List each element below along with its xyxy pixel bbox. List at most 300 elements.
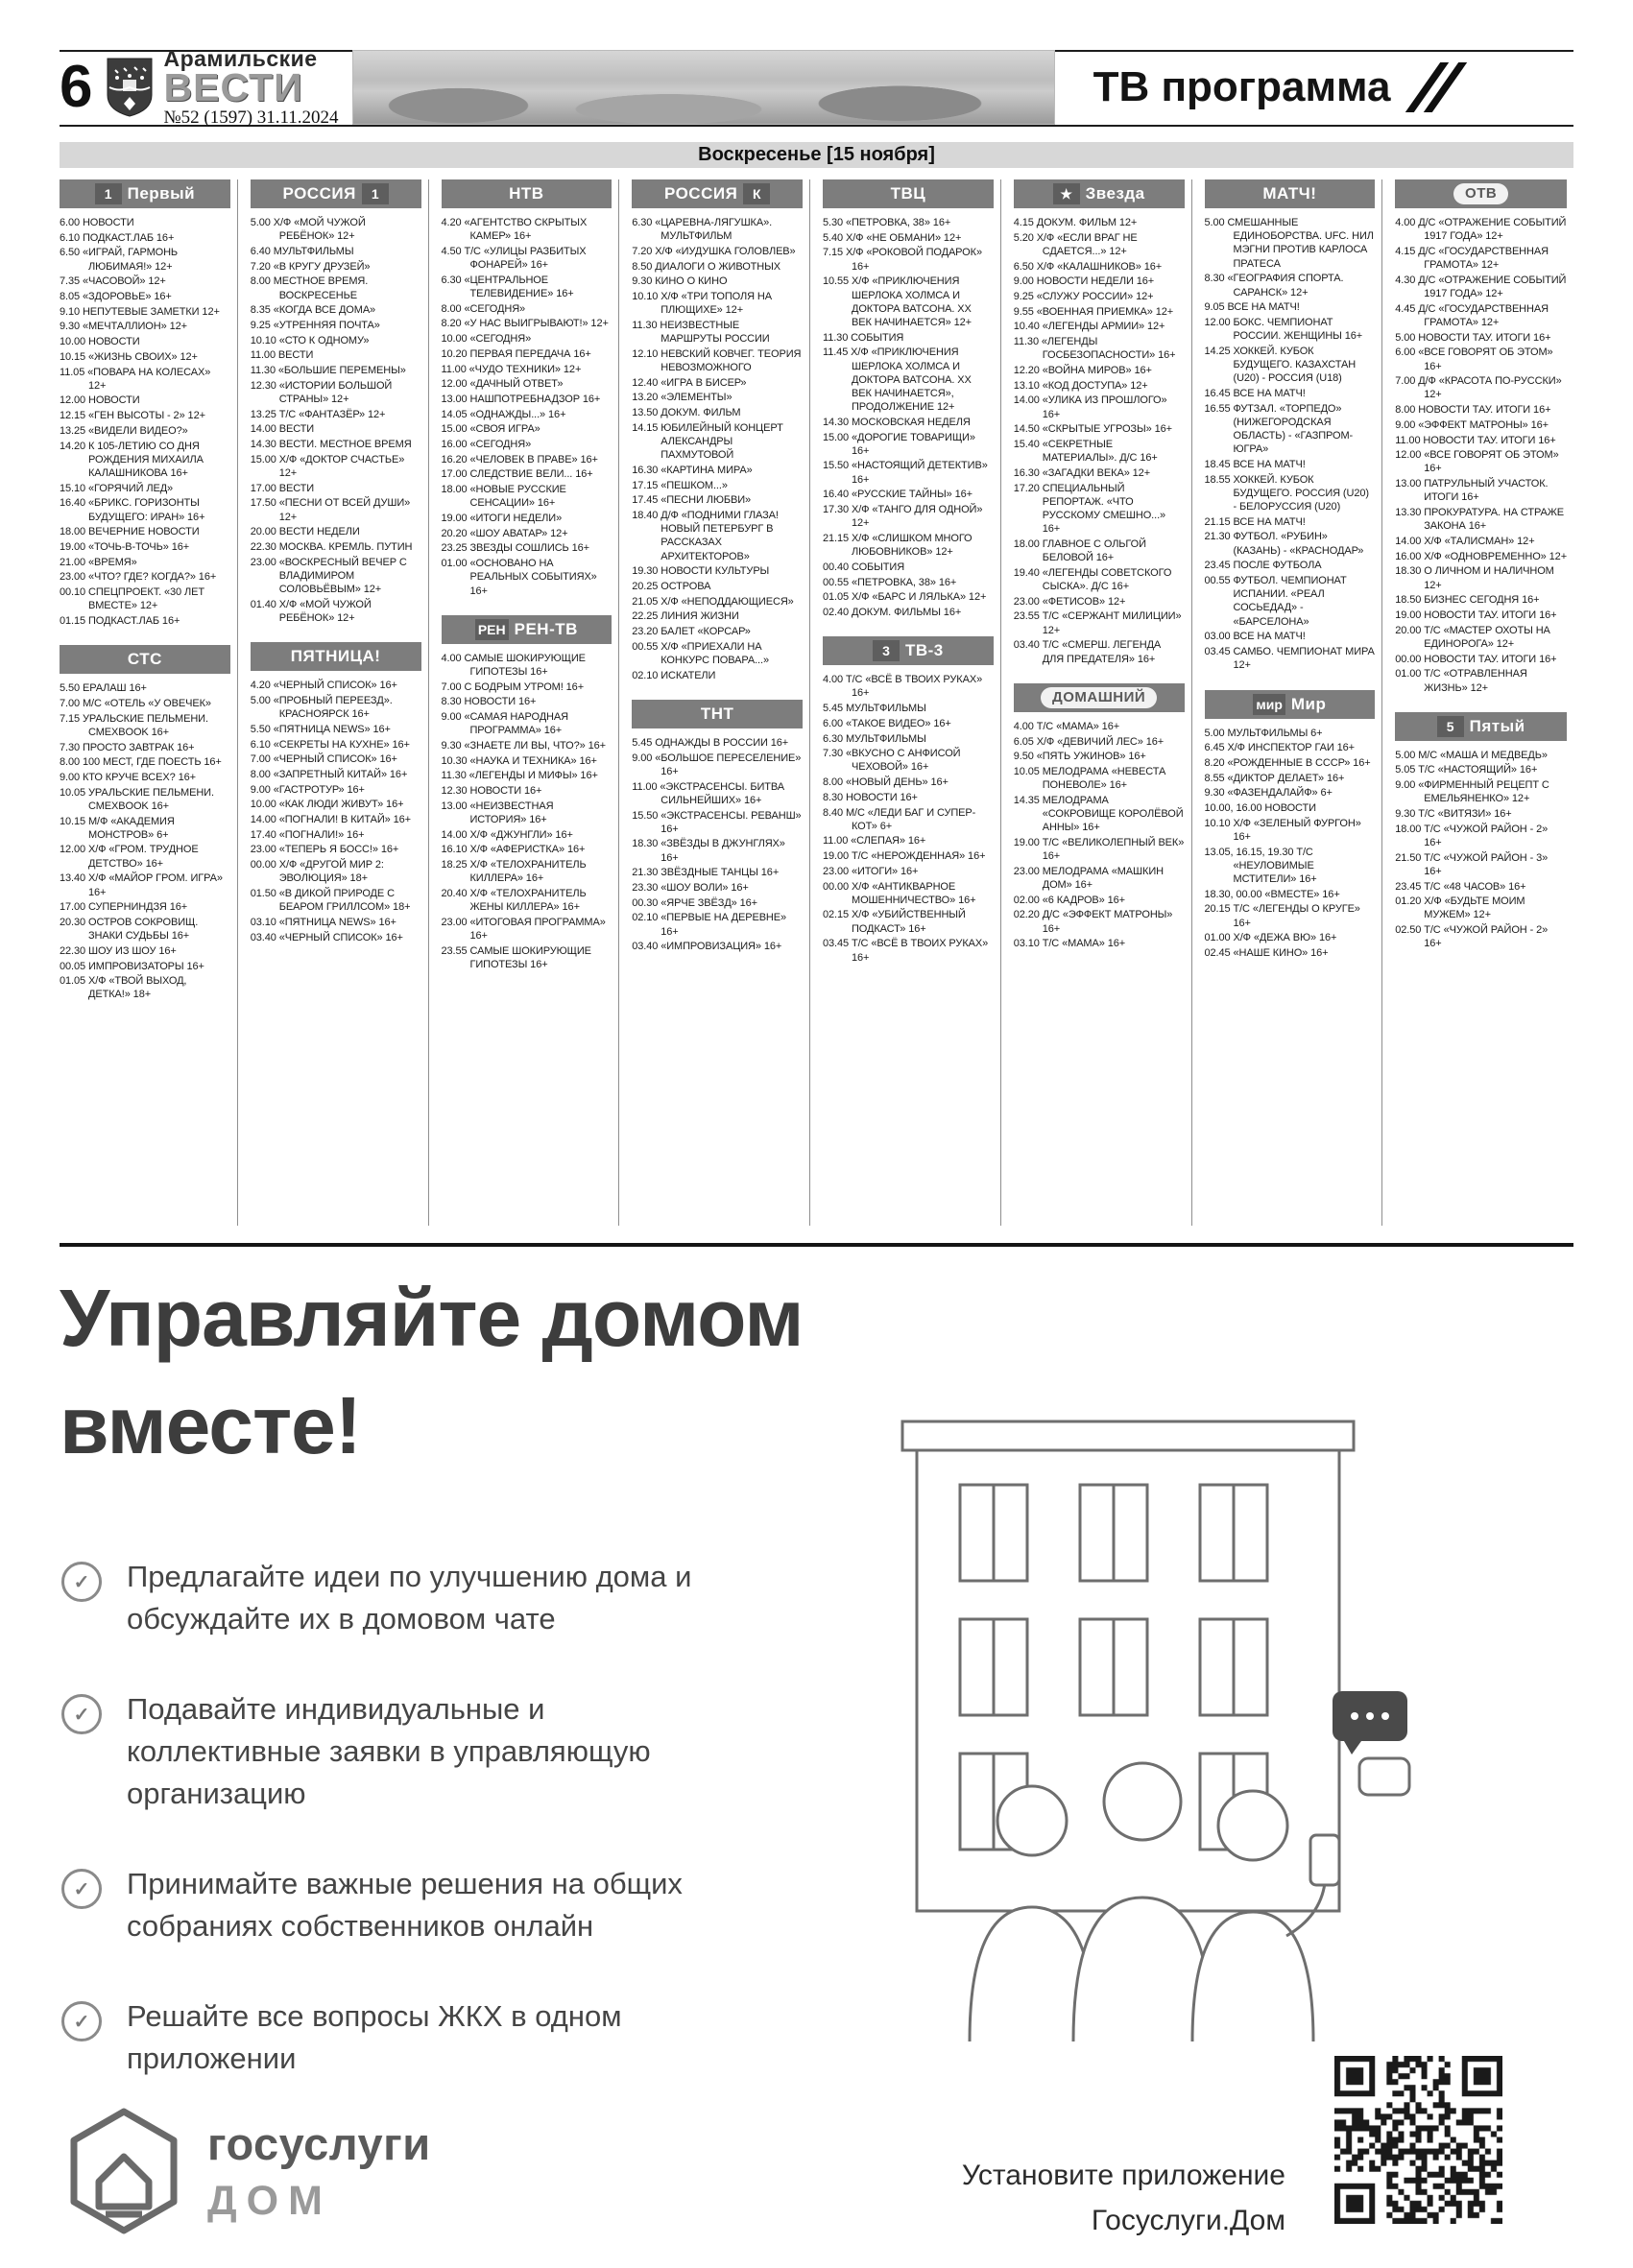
program-list: [823, 216, 994, 619]
program-item: 21.15 Х/Ф «СЛИШКОМ МНОГО ЛЮБОВНИКОВ» 12+: [823, 532, 973, 559]
program-item: 4.15 ДОКУМ. ФИЛЬМ 12+: [1013, 217, 1138, 228]
program-item: 6.00 «ТАКОЕ ВИДЕО» 16+: [823, 717, 951, 729]
program-item: 14.00 Х/Ф «ТАЛИСМАН» 12+: [1395, 535, 1535, 547]
program-item: 16.30 «КАРТИНА МИРА»: [632, 464, 753, 476]
program-item: 12.00 «ДАЧНЫЙ ОТВЕТ»: [441, 378, 564, 391]
program-list: [1205, 216, 1376, 673]
program-item: 5.30 «ПЕТРОВКА, 38» 16+: [823, 217, 951, 228]
program-item: 6.00 «ВСЕ ГОВОРЯТ ОБ ЭТОМ» 16+: [1395, 346, 1553, 372]
program-item: 14.00 «ПОГНАЛИ! В КИТАЙ» 16+: [250, 814, 411, 826]
channel-header-pyatnitsa: [251, 642, 421, 671]
gosuslugi-dom-logo: [65, 2107, 431, 2235]
program-item: 11.00 ВЕСТИ: [250, 349, 314, 362]
program-item: 03.45 Т/С «ВСЁ В ТВОИХ РУКАХ» 16+: [823, 938, 989, 964]
ad-bullet: [61, 1556, 724, 1640]
program-item: 15.10 «ГОРЯЧИЙ ЛЕД»: [60, 482, 174, 494]
program-item: 18.55 ХОККЕЙ. КУБОК БУДУЩЕГО. РОССИЯ (U20) - БЕЛОРУССИЯ (U20): [1204, 473, 1369, 513]
program-item: 5.00 «ПРОБНЫЙ ПЕРЕЕЗД». КРАСНОЯРСК 16+: [250, 694, 393, 721]
program-item: 5.00 СМЕШАННЫЕ ЕДИНОБОРСТВА. UFC. НИЛ МЭГНИ ПРОТИВ КАРЛОСА ПРАТЕСА: [1204, 217, 1374, 270]
program-item: 11.00 «ЧУДО ТЕХНИКИ» 12+: [441, 363, 582, 375]
channel-block-rossiya-1: [251, 179, 421, 625]
channel-name: Пятый: [1469, 716, 1525, 735]
program-item: 00.00 НОВОСТИ ТАУ. ИТОГИ 16+: [1395, 653, 1557, 665]
program-item: 17.00 СУПЕРНИНДЗЯ 16+: [60, 901, 188, 914]
tv-3-logo-icon: 3: [873, 640, 900, 661]
program-item: 8.00 МЕСТНОЕ ВРЕМЯ. ВОСКРЕСЕНЬЕ: [250, 275, 369, 301]
program-item: 11.00 «СЛЕПАЯ» 16+: [823, 835, 926, 848]
program-item: 03.40 Т/С «СМЕРШ. ЛЕГЕНДА ДЛЯ ПРЕДАТЕЛЯ» 16+: [1013, 639, 1162, 665]
program-item: 21.30 ФУТБОЛ. «РУБИН» (КАЗАНЬ) - «КРАСНОДАР»: [1204, 531, 1364, 557]
program-item: 9.10 НЕПУТЕВЫЕ ЗАМЕТКИ 12+: [60, 305, 220, 318]
program-item: 8.00 100 МЕСТ, ГДЕ ПОЕСТЬ 16+: [60, 756, 222, 769]
program-item: 10.20 ПЕРВАЯ ПЕРЕДАЧА 16+: [441, 347, 591, 360]
program-list: [60, 681, 230, 1001]
channel-header-pervyi: [60, 179, 230, 208]
program-item: 4.00 Т/С «ВСЁ В ТВОИХ РУКАХ» 16+: [823, 674, 983, 700]
program-item: 5.45 МУЛЬТФИЛЬМЫ: [823, 703, 926, 715]
program-item: 21.15 ВСЕ НА МАТЧ!: [1204, 515, 1306, 528]
channel-header-match: [1205, 179, 1376, 208]
program-item: 19.40 «ЛЕГЕНДЫ СОВЕТСКОГО СЫСКА». Д/С 16+: [1013, 566, 1172, 593]
program-item: 6.10 ПОДКАСТ.ЛАБ 16+: [60, 231, 175, 244]
gosuslugi-logo-text: [207, 2117, 431, 2225]
program-item: 10.00 «СЕГОДНЯ»: [441, 333, 532, 346]
program-item: 8.40 М/С «ЛЕДИ БАГ И СУПЕР-КОТ» 6+: [823, 806, 976, 832]
program-item: 12.00 БОКС. ЧЕМПИОНАТ РОССИИ. ЖЕНЩИНЫ 16+: [1204, 316, 1363, 343]
program-item: 10.05 УРАЛЬСКИЕ ПЕЛЬМЕНИ. СМЕХBOOK 16+: [60, 786, 214, 812]
program-item: 17.00 СЛЕДСТВИЕ ВЕЛИ... 16+: [441, 468, 593, 481]
program-item: 11.00 НОВОСТИ ТАУ. ИТОГИ 16+: [1395, 434, 1556, 446]
program-item: 21.30 ЗВЁЗДНЫЕ ТАНЦЫ 16+: [632, 867, 780, 879]
program-item: 11.30 «БОЛЬШИЕ ПЕРЕМЕНЫ»: [250, 365, 406, 377]
house-icon: [65, 2107, 182, 2235]
program-item: 9.30 «ФАЗЕНДАЛАЙФ» 6+: [1204, 787, 1333, 800]
program-item: 20.30 ОСТРОВ СОКРОВИЩ. ЗНАКИ СУДЬБЫ 16+: [60, 916, 199, 943]
program-item: 23.00 «ТЕПЕРЬ Я БОСС!» 16+: [250, 844, 399, 856]
program-list: [823, 673, 994, 965]
channel-block-tv-3: [823, 636, 994, 965]
program-item: 02.10 ИСКАТЕЛИ: [632, 669, 716, 681]
channel-header-ntv: [442, 179, 612, 208]
program-item: 14.20 К 105-ЛЕТИЮ СО ДНЯ РОЖДЕНИЯ МИХАИЛА КАЛАШНИКОВА 16+: [60, 440, 204, 479]
double-slash-icon: [1423, 62, 1450, 112]
program-item: 00.55 ФУТБОЛ. ЧЕМПИОНАТ ИСПАНИИ. «РЕАЛ СОСЬЕДАД» - «БАРСЕЛОНА»: [1204, 575, 1347, 628]
program-item: 03.40 «ИМПРОВИЗАЦИЯ» 16+: [632, 941, 782, 953]
program-item: 15.00 «ДОРОГИЕ ТОВАРИЩИ» 16+: [823, 431, 975, 457]
channel-block-ren-tv: [442, 615, 612, 971]
program-item: 13.25 «ВИДЕЛИ ВИДЕО?»: [60, 424, 188, 437]
masthead: [60, 46, 1573, 128]
program-item: 22.30 МОСКВА. КРЕМЛЬ. ПУТИН: [250, 540, 413, 553]
program-item: 14.25 ХОККЕЙ. КУБОК БУДУЩЕГО. КАЗАХСТАН (U20) - РОССИЯ (U18): [1204, 345, 1357, 385]
program-item: 9.30 «ЗНАЕТЕ ЛИ ВЫ, ЧТО?» 16+: [441, 740, 606, 752]
tv-grid: [60, 179, 1573, 1226]
program-item: 13.00 «НЕИЗВЕСТНАЯ ИСТОРИЯ» 16+: [441, 800, 554, 826]
program-item: 16.45 ВСЕ НА МАТЧ!: [1204, 387, 1306, 399]
channel-block-ntv: [442, 179, 612, 598]
program-item: 5.50 ЕРАЛАШ 16+: [60, 682, 147, 695]
program-item: 9.00 НОВОСТИ НЕДЕЛИ 16+: [1013, 275, 1155, 288]
channel-block-zvezda: [1014, 179, 1185, 666]
channel-block-otv: [1395, 179, 1567, 695]
program-item: 00.05 ИМПРОВИЗАТОРЫ 16+: [60, 960, 204, 972]
program-item: 4.00 Д/С «ОТРАЖЕНИЕ СОБЫТИЙ 1917 ГОДА» 12+: [1395, 217, 1567, 243]
program-list: [1205, 727, 1376, 961]
channel-name: Мир: [1290, 694, 1327, 713]
header-photo: [352, 50, 1055, 125]
program-item: 15.40 «СЕКРЕТНЫЕ МАТЕРИАЛЫ». Д/С 16+: [1013, 439, 1158, 465]
program-item: 23.45 Т/С «48 ЧАСОВ» 16+: [1395, 880, 1526, 893]
program-item: 11.30 «ЛЕГЕНДЫ ГОСБЕЗОПАСНОСТИ» 16+: [1013, 336, 1176, 362]
program-item: 9.30 КИНО О КИНО: [632, 275, 728, 288]
tv-column: [1395, 179, 1573, 1226]
program-item: 03.45 САМБО. ЧЕМПИОНАТ МИРА 12+: [1204, 646, 1375, 672]
program-item: 4.00 Т/С «МАМА» 16+: [1013, 720, 1120, 732]
brand-name-top: Арамильские: [163, 46, 318, 72]
program-item: 23.00 МЕЛОДРАМА «МАШКИН ДОМ» 16+: [1013, 865, 1164, 892]
program-item: 5.40 Х/Ф «НЕ ОБМАНИ» 12+: [823, 231, 962, 244]
page-number: 6: [60, 54, 93, 120]
program-item: 17.20 СПЕЦИАЛЬНЫЙ РЕПОРТАЖ. «ЧТО РУССКОМУ СМЕШНО...» 16+: [1013, 482, 1166, 536]
channel-name: ДОМАШНИЙ: [1041, 687, 1157, 708]
program-list: [442, 216, 612, 598]
program-item: 18.30 О ЛИЧНОМ И НАЛИЧНОМ 12+: [1395, 565, 1554, 591]
program-item: 6.45 Х/Ф ИНСПЕКТОР ГАИ 16+: [1204, 742, 1355, 754]
program-item: 5.00 МУЛЬТФИЛЬМЫ 6+: [1204, 727, 1323, 739]
channel-block-pyatyi: [1395, 712, 1567, 951]
program-list: [251, 216, 421, 625]
program-item: 03.10 Т/С «МАМА» 16+: [1013, 938, 1126, 950]
qr-code: [1334, 2056, 1502, 2224]
program-item: 4.20 «ЧЕРНЫЙ СПИСОК» 16+: [250, 680, 397, 692]
program-item: 9.00 «БОЛЬШОЕ ПЕРЕСЕЛЕНИЕ» 16+: [632, 752, 802, 777]
ad-bullet-text: Решайте все вопросы ЖКХ в одном приложении: [127, 1999, 622, 2076]
dom-text: ДОМ: [207, 2178, 332, 2224]
program-list: [1395, 216, 1567, 695]
program-item: 14.50 «СКРЫТЫЕ УГРОЗЫ» 16+: [1013, 423, 1172, 436]
channel-name: ПЯТНИЦА!: [290, 647, 381, 666]
program-item: 6.05 Х/Ф «ДЕВИЧИЙ ЛЕС» 16+: [1013, 735, 1165, 748]
channel-name: ТВЦ: [890, 184, 926, 203]
program-item: 13.40 Х/Ф «МАЙОР ГРОМ. ИГРА» 16+: [60, 872, 223, 898]
program-item: 4.00 САМЫЕ ШОКИРУЮЩИЕ ГИПОТЕЗЫ 16+: [441, 652, 586, 678]
program-item: 14.35 МЕЛОДРАМА «СОКРОВИЩЕ КОРОЛЁВОЙ АННЫ» 16+: [1013, 794, 1184, 834]
program-item: 19.30 НОВОСТИ КУЛЬТУРЫ: [632, 565, 770, 578]
rossiya-1-logo-icon: 1: [362, 183, 389, 204]
program-item: 17.15 «ПЕШКОМ...»: [632, 479, 728, 491]
channel-name: ТВ-3: [904, 641, 944, 660]
ad-bullet-text: Принимайте важные решения на общих собраниях собственников онлайн: [127, 1867, 683, 1944]
program-item: 12.00 «ВСЕ ГОВОРЯТ ОБ ЭТОМ» 16+: [1395, 449, 1559, 475]
program-item: 9.00 «ФИРМЕННЫЙ РЕЦЕПТ С ЕМЕЛЬЯНЕНКО» 12+: [1395, 779, 1549, 805]
program-item: 00.00 Х/Ф «ДРУГОЙ МИР 2: ЭВОЛЮЦИЯ» 18+: [250, 859, 384, 885]
program-item: 12.20 «ВОЙНА МИРОВ» 16+: [1013, 365, 1152, 377]
program-item: 7.30 «ВКУСНО С АНФИСОЙ ЧЕХОВОЙ» 16+: [823, 748, 961, 774]
program-item: 19.00 НОВОСТИ ТАУ. ИТОГИ 16+: [1395, 609, 1557, 621]
channel-header-domashniy: [1014, 683, 1185, 712]
program-item: 8.00 НОВОСТИ ТАУ. ИТОГИ 16+: [1395, 404, 1551, 417]
channel-name: Первый: [127, 184, 196, 203]
program-item: 4.20 «АГЕНТСТВО СКРЫТЫХ КАМЕР» 16+: [441, 217, 588, 243]
program-item: 13.20 «ЭЛЕМЕНТЫ»: [632, 392, 732, 404]
check-circle-icon: ✓: [61, 1562, 102, 1602]
program-item: 6.10 «СЕКРЕТЫ НА КУХНЕ» 16+: [250, 738, 410, 751]
program-item: 18.00 ВЕЧЕРНИЕ НОВОСТИ: [60, 526, 200, 538]
program-item: 18.00 ГЛАВНОЕ С ОЛЬГОЙ БЕЛОВОЙ 16+: [1013, 537, 1146, 564]
install-line1: Установите приложение: [961, 2160, 1285, 2191]
program-item: 23.00 «ВОСКРЕСНЫЙ ВЕЧЕР С ВЛАДИМИРОМ СОЛОВЬЁВЫМ» 12+: [250, 556, 407, 596]
tv-column: [632, 179, 810, 1226]
channel-name: МАТЧ!: [1262, 184, 1317, 203]
program-item: 6.30 «ЦЕНТРАЛЬНОЕ ТЕЛЕВИДЕНИЕ» 16+: [441, 274, 574, 300]
brand-name-bottom: ВЕСТИ: [163, 65, 303, 110]
program-item: 10.30 «НАУКА И ТЕХНИКА» 16+: [441, 754, 597, 767]
program-item: 01.40 Х/Ф «МОЙ ЧУЖОЙ РЕБЁНОК» 12+: [250, 598, 372, 624]
program-item: 02.10 «ПЕРВЫЕ НА ДЕРЕВНЕ» 16+: [632, 912, 787, 938]
ad-title-line2: вместе!: [60, 1380, 361, 1470]
check-circle-icon: ✓: [61, 1694, 102, 1734]
program-item: 5.45 ОДНАЖДЫ В РОССИИ 16+: [632, 737, 789, 749]
issue-number: №52 (1597) 31.11.2024: [163, 107, 339, 128]
program-item: 12.00 Х/Ф «ГРОМ. ТРУДНОЕ ДЕТСТВО» 16+: [60, 844, 199, 870]
program-item: 15.50 «ЭКСТРАСЕНСЫ. РЕВАНШ» 16+: [632, 809, 802, 835]
program-item: 17.45 «ПЕСНИ ЛЮБВИ»: [632, 494, 752, 507]
program-item: 18.00 «НОВЫЕ РУССКИЕ СЕНСАЦИИ» 16+: [441, 484, 566, 510]
program-item: 17.40 «ПОГНАЛИ!» 16+: [250, 828, 365, 841]
channel-name: РЕН-ТВ: [514, 619, 578, 638]
program-item: 18.50 БИЗНЕС СЕГОДНЯ 16+: [1395, 594, 1540, 607]
tv-column: [251, 179, 429, 1226]
program-item: 14.05 «ОДНАЖДЫ...» 16+: [441, 408, 566, 420]
program-item: 10.00 «КАК ЛЮДИ ЖИВУТ» 16+: [250, 799, 404, 811]
program-item: 17.50 «ПЕСНИ ОТ ВСЕЙ ДУШИ» 12+: [250, 497, 411, 523]
program-item: 01.00 «ОСНОВАНО НА РЕАЛЬНЫХ СОБЫТИЯХ» 16+: [441, 558, 597, 597]
program-item: 9.55 «ВОЕННАЯ ПРИЕМКА» 12+: [1013, 305, 1174, 318]
program-item: 9.00 «САМАЯ НАРОДНАЯ ПРОГРАММА» 16+: [441, 711, 568, 737]
channel-header-ren-tv: [442, 615, 612, 644]
program-item: 15.00 «СВОЯ ИГРА»: [441, 423, 540, 436]
channel-name: ОТВ: [1453, 183, 1508, 204]
program-item: 5.05 Т/С «НАСТОЯЩИЙ» 16+: [1395, 764, 1538, 776]
pyatyi-logo-icon: 5: [1437, 716, 1464, 737]
program-item: 16.00 Х/Ф «ОДНОВРЕМЕННО» 12+: [1395, 550, 1568, 562]
program-item: 7.00 С БОДРЫМ УТРОМ! 16+: [441, 680, 585, 693]
page-title: ТВ программа: [1093, 63, 1391, 110]
program-item: 01.05 Х/Ф «ТВОЙ ВЫХОД, ДЕТКА!» 18+: [60, 975, 187, 1001]
program-item: 10.15 «ЖИЗНЬ СВОИХ» 12+: [60, 350, 198, 363]
channel-block-rossiya-k: [632, 179, 803, 682]
program-item: 12.00 НОВОСТИ: [60, 394, 140, 407]
program-item: 7.35 «ЧАСОВОЙ» 12+: [60, 275, 166, 288]
program-item: 6.50 Х/Ф «КАЛАШНИКОВ» 16+: [1013, 260, 1163, 273]
program-item: 20.00 Т/С «МАСТЕР ОХОТЫ НА ЕДИНОРОГА» 12+: [1395, 624, 1550, 650]
program-item: 11.05 «ПОВАРА НА КОЛЕСАХ» 12+: [60, 366, 211, 392]
program-item: 15.00 Х/Ф «ДОКТОР СЧАСТЬЕ» 12+: [250, 453, 405, 479]
program-item: 17.00 ВЕСТИ: [250, 482, 315, 494]
program-list: [251, 679, 421, 944]
program-item: 16.40 «БРИКС. ГОРИЗОНТЫ БУДУЩЕГО: ИРАН» 16+: [60, 497, 205, 523]
zvezda-logo-icon: ★: [1053, 183, 1080, 204]
program-item: 14.30 ВЕСТИ. МЕСТНОЕ ВРЕМЯ: [250, 439, 412, 451]
program-item: 01.15 ПОДКАСТ.ЛАБ 16+: [60, 614, 180, 627]
program-item: 10.10 «СТО К ОДНОМУ»: [250, 334, 370, 346]
program-item: 11.30 «ЛЕГЕНДЫ И МИФЫ» 16+: [441, 770, 598, 782]
channel-block-sts: [60, 645, 230, 1001]
program-item: 02.20 Д/С «ЭФФЕКТ МАТРОНЫ» 16+: [1013, 909, 1173, 935]
check-circle-icon: ✓: [61, 2001, 102, 2041]
program-item: 10.05 МЕЛОДРАМА «НЕВЕСТА ПОНЕВОЛЕ» 16+: [1013, 765, 1166, 792]
program-item: 5.50 «ПЯТНИЦА NEWS» 16+: [250, 723, 391, 735]
program-item: 9.30 «МЕЧТАЛЛИОН» 12+: [60, 321, 187, 333]
ad-bullet: [61, 1688, 724, 1815]
program-item: 16.10 Х/Ф «АФЕРИСТКА» 16+: [441, 844, 586, 856]
program-item: 7.00 Д/Ф «КРАСОТА ПО-РУССКИ» 12+: [1395, 375, 1562, 401]
program-item: 14.00 Х/Ф «ДЖУНГЛИ» 16+: [441, 828, 573, 841]
program-item: 22.25 ЛИНИЯ ЖИЗНИ: [632, 610, 739, 623]
program-list: [60, 216, 230, 628]
ad-bullet: [61, 1863, 724, 1947]
program-item: 14.30 МОСКОВСКАЯ НЕДЕЛЯ: [823, 416, 971, 428]
program-item: 23.20 БАЛЕТ «КОРСАР»: [632, 626, 751, 638]
program-item: 7.30 ПРОСТО ЗАВТРАК 16+: [60, 741, 195, 753]
chat-bubbles-icon: [1333, 1691, 1409, 1795]
program-item: 13.50 ДОКУМ. ФИЛЬМ: [632, 407, 741, 419]
program-list: [1014, 720, 1185, 951]
program-item: 00.00 Х/Ф «АНТИКВАРНОЕ МОШЕННИЧЕСТВО» 16+: [823, 880, 976, 906]
program-item: 20.15 Т/С «ЛЕГЕНДЫ О КРУГЕ» 16+: [1204, 903, 1360, 929]
program-item: 23.00 «ИТОГИ» 16+: [823, 865, 919, 877]
program-item: 23.30 «ШОУ ВОЛИ» 16+: [632, 882, 749, 895]
program-item: 4.30 Д/С «ОТРАЖЕНИЕ СОБЫТИЙ 1917 ГОДА» 12+: [1395, 274, 1567, 300]
channel-header-otv: [1395, 179, 1567, 208]
channel-header-rossiya-k: [632, 179, 803, 208]
program-item: 8.20 «РОЖДЕННЫЕ В СССР» 16+: [1204, 756, 1371, 769]
pervyi-logo-icon: 1: [95, 183, 122, 204]
program-item: 5.00 М/С «МАША И МЕДВЕДЬ»: [1395, 749, 1548, 761]
program-item: 13.05, 16.15, 19.30 Т/С «НЕУЛОВИМЫЕ МСТИТЕЛИ» 16+: [1204, 846, 1317, 886]
rossiya-k-logo-icon: К: [743, 183, 770, 204]
program-item: 10.10 Х/Ф «ТРИ ТОПОЛЯ НА ПЛЮЩИХЕ» 12+: [632, 291, 773, 317]
program-item: 02.00 «6 КАДРОВ» 16+: [1013, 894, 1126, 906]
program-item: 01.05 Х/Ф «БАРС И ЛЯЛЬКА» 12+: [823, 591, 987, 604]
channel-header-tv-3: [823, 636, 994, 665]
program-item: 5.00 Х/Ф «МОЙ ЧУЖОЙ РЕБЁНОК» 12+: [250, 217, 366, 243]
program-item: 23.00 «ЧТО? ГДЕ? КОГДА?» 16+: [60, 571, 217, 584]
program-item: 14.15 ЮБИЛЕЙНЫЙ КОНЦЕРТ АЛЕКСАНДРЫ ПАХМУТОВОЙ: [632, 421, 783, 462]
newspaper-crest-icon: [106, 57, 154, 118]
program-item: 10.00, 16.00 НОВОСТИ: [1204, 802, 1316, 815]
program-item: 00.55 Х/Ф «ПРИЕХАЛИ НА КОНКУРС ПОВАРА...»: [632, 640, 769, 667]
program-item: 16.30 «ЗАГАДКИ ВЕКА» 12+: [1013, 466, 1151, 479]
channel-header-zvezda: [1014, 179, 1185, 208]
program-item: 20.20 «ШОУ АВАТАР» 12+: [441, 527, 568, 539]
channel-header-rossiya-1: [251, 179, 421, 208]
install-line2: Госуслуги.Дом: [1091, 2204, 1285, 2236]
program-item: 8.20 «У НАС ВЫИГРЫВАЮТ!» 12+: [441, 318, 609, 330]
program-item: 03.40 «ЧЕРНЫЙ СПИСОК» 16+: [250, 931, 403, 943]
program-item: 18.25 Х/Ф «ТЕЛОХРАНИТЕЛЬ КИЛЛЕРА» 16+: [441, 859, 587, 885]
program-item: 18.40 Д/Ф «ПОДНИМИ ГЛАЗА! НОВЫЙ ПЕТЕРБУРГ В РАССКАЗАХ АРХИТЕКТОРОВ»: [632, 510, 779, 562]
program-item: 6.30 «ЦАРЕВНА-ЛЯГУШКА». МУЛЬТФИЛЬМ: [632, 217, 773, 243]
program-item: 8.00 «ЗАПРЕТНЫЙ КИТАЙ» 16+: [250, 768, 408, 780]
ad-bullet: [61, 1995, 724, 2080]
program-item: 8.50 ДИАЛОГИ О ЖИВОТНЫХ: [632, 260, 780, 273]
channel-name: РОССИЯ: [663, 184, 738, 203]
program-item: 12.30 НОВОСТИ 16+: [441, 785, 542, 798]
program-item: 18.45 ВСЕ НА МАТЧ!: [1204, 458, 1306, 470]
program-item: 6.00 НОВОСТИ: [60, 217, 134, 228]
program-item: 12.15 «ГЕН ВЫСОТЫ - 2» 12+: [60, 410, 205, 422]
tv-column: [1205, 179, 1383, 1226]
program-item: 16.55 ФУТЗАЛ. «ТОРПЕДО» (НИЖЕГОРОДСКАЯ ОБЛАСТЬ) - «ГАЗПРОМ-ЮГРА»: [1204, 402, 1354, 456]
program-item: 7.20 «В КРУГУ ДРУЗЕЙ»: [250, 260, 371, 273]
program-item: 00.30 «ЯРЧЕ ЗВЁЗД» 16+: [632, 896, 758, 909]
channel-header-mir: [1205, 690, 1376, 719]
channel-header-sts: [60, 645, 230, 674]
program-item: 11.30 НЕИЗВЕСТНЫЕ МАРШРУТЫ РОССИИ: [632, 319, 770, 346]
program-item: 02.50 Т/С «ЧУЖОЙ РАЙОН - 2» 16+: [1395, 924, 1549, 950]
program-item: 14.00 «УЛИКА ИЗ ПРОШЛОГО» 16+: [1013, 394, 1167, 420]
ad-title: [60, 1264, 803, 1479]
tv-column: [1014, 179, 1192, 1226]
program-item: 23.25 ЗВЕЗДЫ СОШЛИСЬ 16+: [441, 542, 589, 555]
ad-bullet-text: Подавайте индивидуальные и коллективные заявки в управляющую организацию: [127, 1692, 651, 1811]
program-item: 9.00 КТО КРУЧЕ ВСЕХ? 16+: [60, 771, 196, 783]
program-item: 01.00 Т/С «ОТРАВЛЕННАЯ ЖИЗНЬ» 12+: [1395, 668, 1527, 694]
program-item: 21.00 «ВРЕМЯ»: [60, 556, 137, 568]
program-item: 00.55 «ПЕТРОВКА, 38» 16+: [823, 576, 957, 588]
program-item: 8.30 «ГЕОГРАФИЯ СПОРТА. САРАНСК» 12+: [1204, 273, 1344, 298]
program-item: 10.15 М/Ф «АКАДЕМИЯ МОНСТРОВ» 6+: [60, 815, 175, 841]
program-item: 10.10 Х/Ф «ЗЕЛЕНЫЙ ФУРГОН» 16+: [1204, 817, 1361, 843]
check-circle-icon: ✓: [61, 1869, 102, 1909]
channel-block-domashniy: [1014, 683, 1185, 951]
program-item: 00.10 СПЕЦПРОЕКТ. «30 ЛЕТ ВМЕСТЕ» 12+: [60, 586, 205, 612]
channel-name: РОССИЯ: [282, 184, 356, 203]
program-item: 4.45 Д/С «ГОСУДАРСТВЕННАЯ ГРАМОТА» 12+: [1395, 302, 1549, 328]
ad-title-line1: Управляйте домом: [60, 1273, 804, 1363]
tv-column: [60, 179, 238, 1226]
program-item: 8.30 НОВОСТИ 16+: [441, 696, 537, 708]
program-item: 02.15 Х/Ф «УБИЙСТВЕННЫЙ ПОДКАСТ» 16+: [823, 909, 966, 935]
program-item: 8.35 «КОГДА ВСЕ ДОМА»: [250, 304, 376, 317]
program-item: 10.00 НОВОСТИ: [60, 336, 140, 348]
ad-bullet-text: Предлагайте идеи по улучшению дома и обсуждайте их в домовом чате: [127, 1560, 692, 1636]
program-item: 12.40 «ИГРА В БИСЕР»: [632, 376, 747, 389]
channel-block-tvc: [823, 179, 994, 619]
program-item: 6.30 МУЛЬТФИЛЬМЫ: [823, 732, 926, 745]
program-item: 14.00 ВЕСТИ: [250, 423, 315, 436]
program-item: 7.00 М/С «ОТЕЛЬ «У ОВЕЧЕК»: [60, 697, 211, 709]
program-list: [632, 736, 803, 954]
program-item: 13.30 ПРОКУРАТУРА. НА СТРАЖЕ ЗАКОНА 16+: [1395, 507, 1565, 533]
program-item: 01.20 Х/Ф «БУДЬТЕ МОИМ МУЖЕМ» 12+: [1395, 895, 1525, 921]
channel-header-tnt: [632, 700, 803, 728]
program-item: 16.00 «СЕГОДНЯ»: [441, 439, 532, 451]
program-item: 6.40 МУЛЬТФИЛЬМЫ: [250, 245, 354, 257]
program-item: 11.30 СОБЫТИЯ: [823, 331, 904, 344]
program-list: [1395, 749, 1567, 951]
program-item: 8.55 «ДИКТОР ДЕЛАЕТ» 16+: [1204, 772, 1345, 784]
program-item: 23.00 «ИТОГОВАЯ ПРОГРАММА» 16+: [441, 916, 606, 943]
program-item: 9.25 «СЛУЖУ РОССИИ» 12+: [1013, 291, 1154, 303]
program-item: 03.00 ВСЕ НА МАТЧ!: [1204, 631, 1306, 643]
channel-name: Звезда: [1085, 184, 1145, 203]
program-item: 13.00 ПАТРУЛЬНЫЙ УЧАСТОК. ИТОГИ 16+: [1395, 478, 1549, 504]
program-item: 5.20 Х/Ф «ЕСЛИ ВРАГ НЕ СДАЕТСЯ...» 12+: [1013, 231, 1138, 257]
program-item: 4.50 Т/С «УЛИЦЫ РАЗБИТЫХ ФОНАРЕЙ» 16+: [441, 245, 587, 272]
program-item: 13.00 НАШПОТРЕБНАДЗОР 16+: [441, 393, 601, 405]
